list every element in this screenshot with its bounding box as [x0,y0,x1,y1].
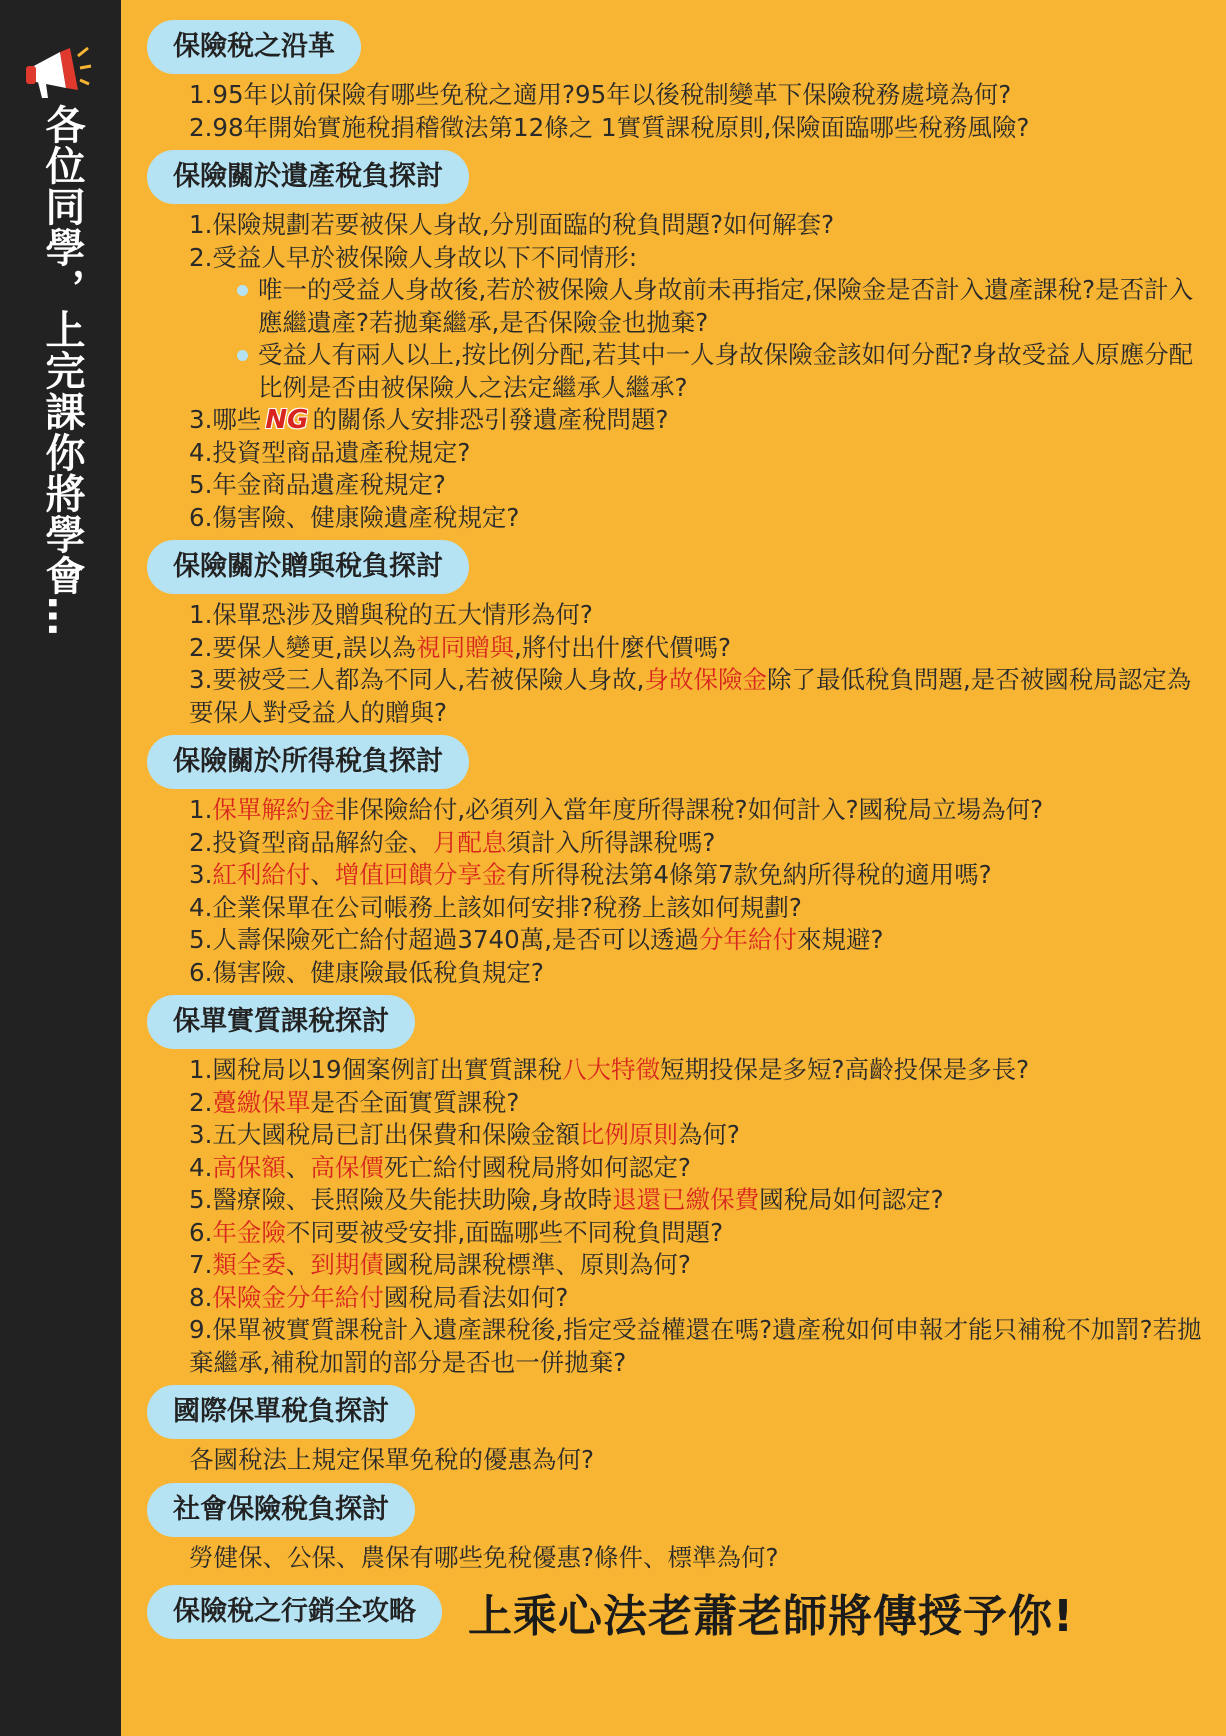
list-item: 9.保單被實質課稅計入遺產課稅後,指定受益權還在嗎?遺產稅如何申報才能只補稅不加罰?若拋棄繼承,補稅加罰的部分是否也一併拋棄? [189,1315,1202,1377]
section-social-insurance [147,1483,1207,1575]
list-item: 1.95年以前保險有哪些免稅之適用?95年以後稅制變革下保險稅務處境為何? [189,80,1012,109]
list-item: 2.投資型商品解約金、月配息須計入所得課稅嗎? [189,827,716,857]
bullet-item: 唯一的受益人身故後,若於被保險人身故前未再指定,保險金是否計入遺產課稅?是否計入應繼遺產?若拋棄繼承,是否保險金也拋棄? [237,274,1207,339]
section-title: 國際保單稅負探討 [147,1385,415,1439]
section-income-tax [147,735,1207,989]
list-item: 2.98年開始實施稅捐稽徵法第12條之 1實質課稅原則,保險面臨哪些稅務風險? [189,112,1030,142]
list-item: 5.醫療險、長照險及失能扶助險,身故時退還已繳保費國稅局如何認定? [189,1185,944,1214]
bullet-dot [237,350,248,361]
section-substantive-taxation [147,995,1207,1379]
sidebar-vertical-title: 各位同學，上完課你將學會… [39,104,85,637]
section-estate-tax [147,150,1207,534]
list-item: 3.紅利給付、增值回饋分享金有所得稅法第4條第7款免納所得稅的適用嗎? [189,860,992,889]
list-item: 1.國稅局以19個案例訂出實質課稅八大特徵短期投保是多短?高齡投保是多長? [189,1055,1030,1084]
list-item: 5.人壽保險死亡給付超過3740萬,是否可以透過分年給付來規避? [189,925,884,954]
section-tax-history [147,20,1207,144]
list-item: 4.企業保單在公司帳務上該如何安排?稅務上該如何規劃? [189,892,802,922]
sidebar [0,0,121,1736]
list-item: 8.保險金分年給付國稅局看法如何? [189,1282,569,1312]
list-item: 2.要保人變更,誤以為視同贈與,將付出什麼代價嗎? [189,632,731,662]
list-item: 1.保險規劃若要被保人身故,分別面臨的稅負問題?如何解套? [189,210,835,239]
list-item: 7.類全委、到期債國稅局課稅標準、原則為何? [189,1250,691,1279]
section-title: 保險關於贈與稅負探討 [147,540,469,594]
slogan: 上乘心法老蕭老師將傳授予你! [468,1591,1075,1642]
list-item: 1.保單解約金非保險給付,必須列入當年度所得課稅?如何計入?國稅局立場為何? [189,795,1044,824]
megaphone-icon [22,42,92,102]
bullet-dot [237,285,248,296]
list-item: 各國稅法上規定保單免稅的優惠為何? [189,1445,595,1474]
section-title: 保險關於所得稅負探討 [147,735,469,789]
list-item: 3.要被受三人都為不同人,若被保險人身故,身故保險金除了最低稅負問題,是否被國稅局認定為要保人對受益人的贈與? [189,665,1192,727]
section-marketing [147,1580,1207,1644]
section-title: 保單實質課稅探討 [147,995,415,1049]
list-item: 2.躉繳保單是否全面實質課稅? [189,1087,520,1117]
bullet-item: 受益人有兩人以上,按比例分配,若其中一人身故保險金該如何分配?身故受益人原應分配比例是否由被保險人之法定繼承人繼承? [237,339,1207,404]
section-gift-tax [147,540,1207,729]
list-item: 6.傷害險、健康險遺產稅規定? [189,502,520,532]
section-title: 保險稅之沿革 [147,20,361,74]
list-item: 3.哪些 NG 的關係人安排恐引發遺產稅問題? [189,405,669,435]
section-title: 保險關於遺產稅負探討 [147,150,469,204]
list-item: 2.受益人早於被保險人身故以下不同情形: [189,242,638,272]
list-item: 5.年金商品遺產稅規定? [189,470,446,499]
section-international-policy [147,1385,1207,1477]
list-item: 勞健保、公保、農保有哪些免稅優惠?條件、標準為何? [189,1542,779,1572]
list-item: 3.五大國稅局已訂出保費和保險金額比例原則為何? [189,1120,740,1149]
list-item: 6.傷害險、健康險最低稅負規定? [189,957,544,987]
list-item: 4.投資型商品遺產稅規定? [189,437,471,467]
section-title: 保險稅之行銷全攻略 [147,1585,442,1639]
list-item: 1.保單恐涉及贈與稅的五大情形為何? [189,600,593,629]
list-item: 6.年金險不同要被受安排,面臨哪些不同稅負問題? [189,1217,724,1247]
main-content [147,20,1207,1644]
list-item: 4.高保額、高保價死亡給付國稅局將如何認定? [189,1152,691,1182]
section-title: 社會保險稅負探討 [147,1483,415,1537]
ng-badge: NG [265,405,309,435]
